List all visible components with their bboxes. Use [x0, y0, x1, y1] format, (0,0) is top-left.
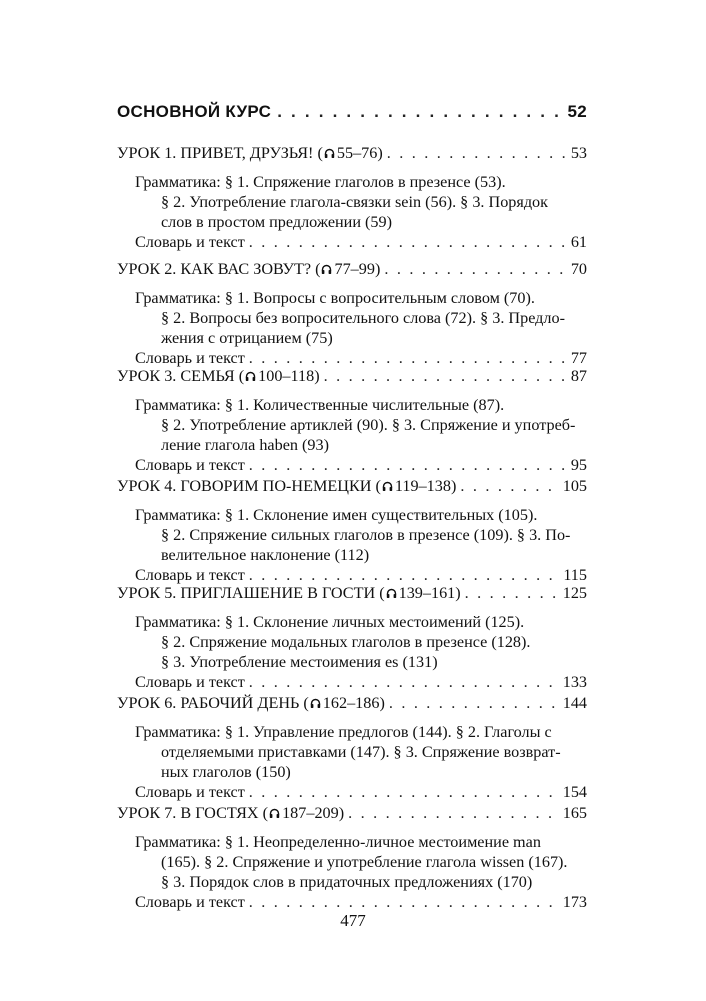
- headphones-icon: [245, 371, 256, 382]
- lesson-page: 144: [562, 694, 587, 712]
- lesson-heading: [117, 803, 587, 823]
- vocab-line: [135, 455, 587, 475]
- lesson-title: УРОК 2. КАК ВАС ЗОВУТ? ( 77–99): [117, 260, 381, 278]
- lesson-page: 70: [570, 260, 587, 278]
- grammar-line: § 2. Употребление артиклей (90). § 3. Спряжение и употреб-: [161, 416, 576, 434]
- lesson-title: УРОК 7. В ГОСТЯХ ( 187–209): [117, 804, 345, 822]
- vocab-page: 61: [570, 233, 587, 251]
- lesson-page: 125: [562, 584, 587, 602]
- main-course-title: ОСНОВНОЙ КУРС: [117, 102, 272, 121]
- grammar-topics: [135, 505, 587, 565]
- headphones-icon: [382, 481, 393, 492]
- lesson-page: 165: [562, 804, 587, 822]
- lesson-entry-4: [117, 476, 587, 585]
- grammar-line: § 2. Вопросы без вопросительного слова (72). § 3. Предло-: [161, 309, 565, 327]
- grammar-line: Грамматика: § 1. Управление предлогов (144). § 2. Глаголы с: [135, 723, 552, 741]
- vocab-title: Словарь и текст: [135, 893, 245, 911]
- vocab-page: 77: [570, 349, 587, 367]
- main-course-line: [117, 102, 587, 122]
- lesson-title: УРОК 3. СЕМЬЯ ( 100–118): [117, 367, 320, 385]
- main-course-page: 52: [567, 102, 587, 121]
- grammar-line: велительное наклонение (112): [161, 546, 370, 564]
- lesson-entry-6: [117, 693, 587, 802]
- grammar-topics: [135, 288, 587, 348]
- leader-dots: [460, 476, 559, 496]
- grammar-line: § 3. Порядок слов в придаточных предложениях (170): [161, 873, 533, 891]
- grammar-line: Грамматика: § 1. Количественные числительные (87).: [135, 396, 505, 414]
- lesson-entry-1: [117, 143, 587, 252]
- leader-dots: [324, 366, 568, 386]
- grammar-line: § 3. Употребление местоимения es (131): [161, 653, 438, 671]
- lesson-title: УРОК 1. ПРИВЕТ, ДРУЗЬЯ! ( 55–76): [117, 144, 383, 162]
- headphones-icon: [310, 698, 321, 709]
- vocab-page: 95: [570, 456, 587, 474]
- grammar-line: § 2. Употребление глагола-связки sein (56). § 3. Порядок: [161, 193, 549, 211]
- vocab-page: 115: [563, 566, 587, 584]
- vocab-line: [135, 892, 587, 912]
- vocab-page: 173: [562, 893, 587, 911]
- headphones-icon: [324, 148, 335, 159]
- leader-dots: [249, 232, 568, 252]
- lesson-heading: [117, 366, 587, 386]
- vocab-page: 133: [562, 673, 587, 691]
- vocab-line: [135, 232, 587, 252]
- grammar-line: Грамматика: § 1. Склонение имен существительных (105).: [135, 506, 538, 524]
- lesson-entry-3: [117, 366, 587, 475]
- leader-dots: [249, 565, 561, 585]
- leader-dots: [465, 583, 560, 603]
- vocab-title: Словарь и текст: [135, 566, 245, 584]
- lesson-heading: [117, 259, 587, 279]
- lesson-heading: [117, 693, 587, 713]
- vocab-line: [135, 348, 587, 368]
- grammar-line: Грамматика: § 1. Спряжение глаголов в презенсе (53).: [135, 173, 506, 191]
- grammar-line: слов в простом предложении (59): [161, 213, 393, 231]
- lesson-heading: [117, 476, 587, 496]
- leader-dots: [387, 143, 568, 163]
- leader-dots: [249, 782, 560, 802]
- grammar-line: (165). § 2. Спряжение и употребление глагола wissen (167).: [161, 853, 568, 871]
- grammar-topics: [135, 395, 587, 455]
- leader-dots: [389, 693, 560, 713]
- leader-dots: [348, 803, 560, 823]
- grammar-line: ных глаголов (150): [161, 763, 291, 781]
- page-number: 477: [340, 911, 366, 930]
- grammar-line: Грамматика: § 1. Вопросы с вопросительным словом (70).: [135, 289, 535, 307]
- lesson-entry-2: [117, 259, 587, 368]
- leader-dots: [249, 455, 568, 475]
- grammar-topics: [135, 172, 587, 232]
- lesson-page: 105: [562, 477, 587, 495]
- vocab-line: [135, 672, 587, 692]
- lesson-heading: [117, 143, 587, 163]
- leader-dots: [384, 259, 567, 279]
- main-course-entry: [117, 102, 587, 122]
- grammar-line: Грамматика: § 1. Склонение личных местоимений (125).: [135, 613, 525, 631]
- grammar-line: Грамматика: § 1. Неопределенно-личное местоимение man: [135, 833, 541, 851]
- grammar-line: § 2. Спряжение модальных глаголов в презенсе (128).: [161, 633, 531, 651]
- lesson-page: 87: [570, 367, 587, 385]
- headphones-icon: [269, 808, 280, 819]
- leader-dots: [249, 672, 560, 692]
- leader-dots: [277, 102, 564, 122]
- lesson-title: УРОК 5. ПРИГЛАШЕНИЕ В ГОСТИ ( 139–161): [117, 584, 461, 602]
- grammar-topics: [135, 832, 587, 892]
- vocab-page: 154: [562, 783, 587, 801]
- vocab-line: [135, 782, 587, 802]
- vocab-line: [135, 565, 587, 585]
- lesson-heading: [117, 583, 587, 603]
- grammar-line: отделяемыми приставками (147). § 3. Спряжение возврат-: [161, 743, 561, 761]
- vocab-title: Словарь и текст: [135, 349, 245, 367]
- grammar-line: § 2. Спряжение сильных глаголов в презенсе (109). § 3. По-: [161, 526, 571, 544]
- leader-dots: [249, 892, 560, 912]
- lesson-entry-5: [117, 583, 587, 692]
- leader-dots: [249, 348, 568, 368]
- lesson-entry-7: [117, 803, 587, 912]
- grammar-topics: [135, 722, 587, 782]
- grammar-line: ление глагола haben (93): [161, 436, 329, 454]
- headphones-icon: [386, 588, 397, 599]
- vocab-title: Словарь и текст: [135, 233, 245, 251]
- vocab-title: Словарь и текст: [135, 783, 245, 801]
- grammar-topics: [135, 612, 587, 672]
- vocab-title: Словарь и текст: [135, 673, 245, 691]
- lesson-title: УРОК 4. ГОВОРИМ ПО-НЕМЕЦКИ ( 119–138): [117, 477, 457, 495]
- grammar-line: жения с отрицанием (75): [161, 329, 333, 347]
- lesson-title: УРОК 6. РАБОЧИЙ ДЕНЬ ( 162–186): [117, 694, 385, 712]
- lesson-page: 53: [570, 144, 587, 162]
- vocab-title: Словарь и текст: [135, 456, 245, 474]
- headphones-icon: [321, 264, 332, 275]
